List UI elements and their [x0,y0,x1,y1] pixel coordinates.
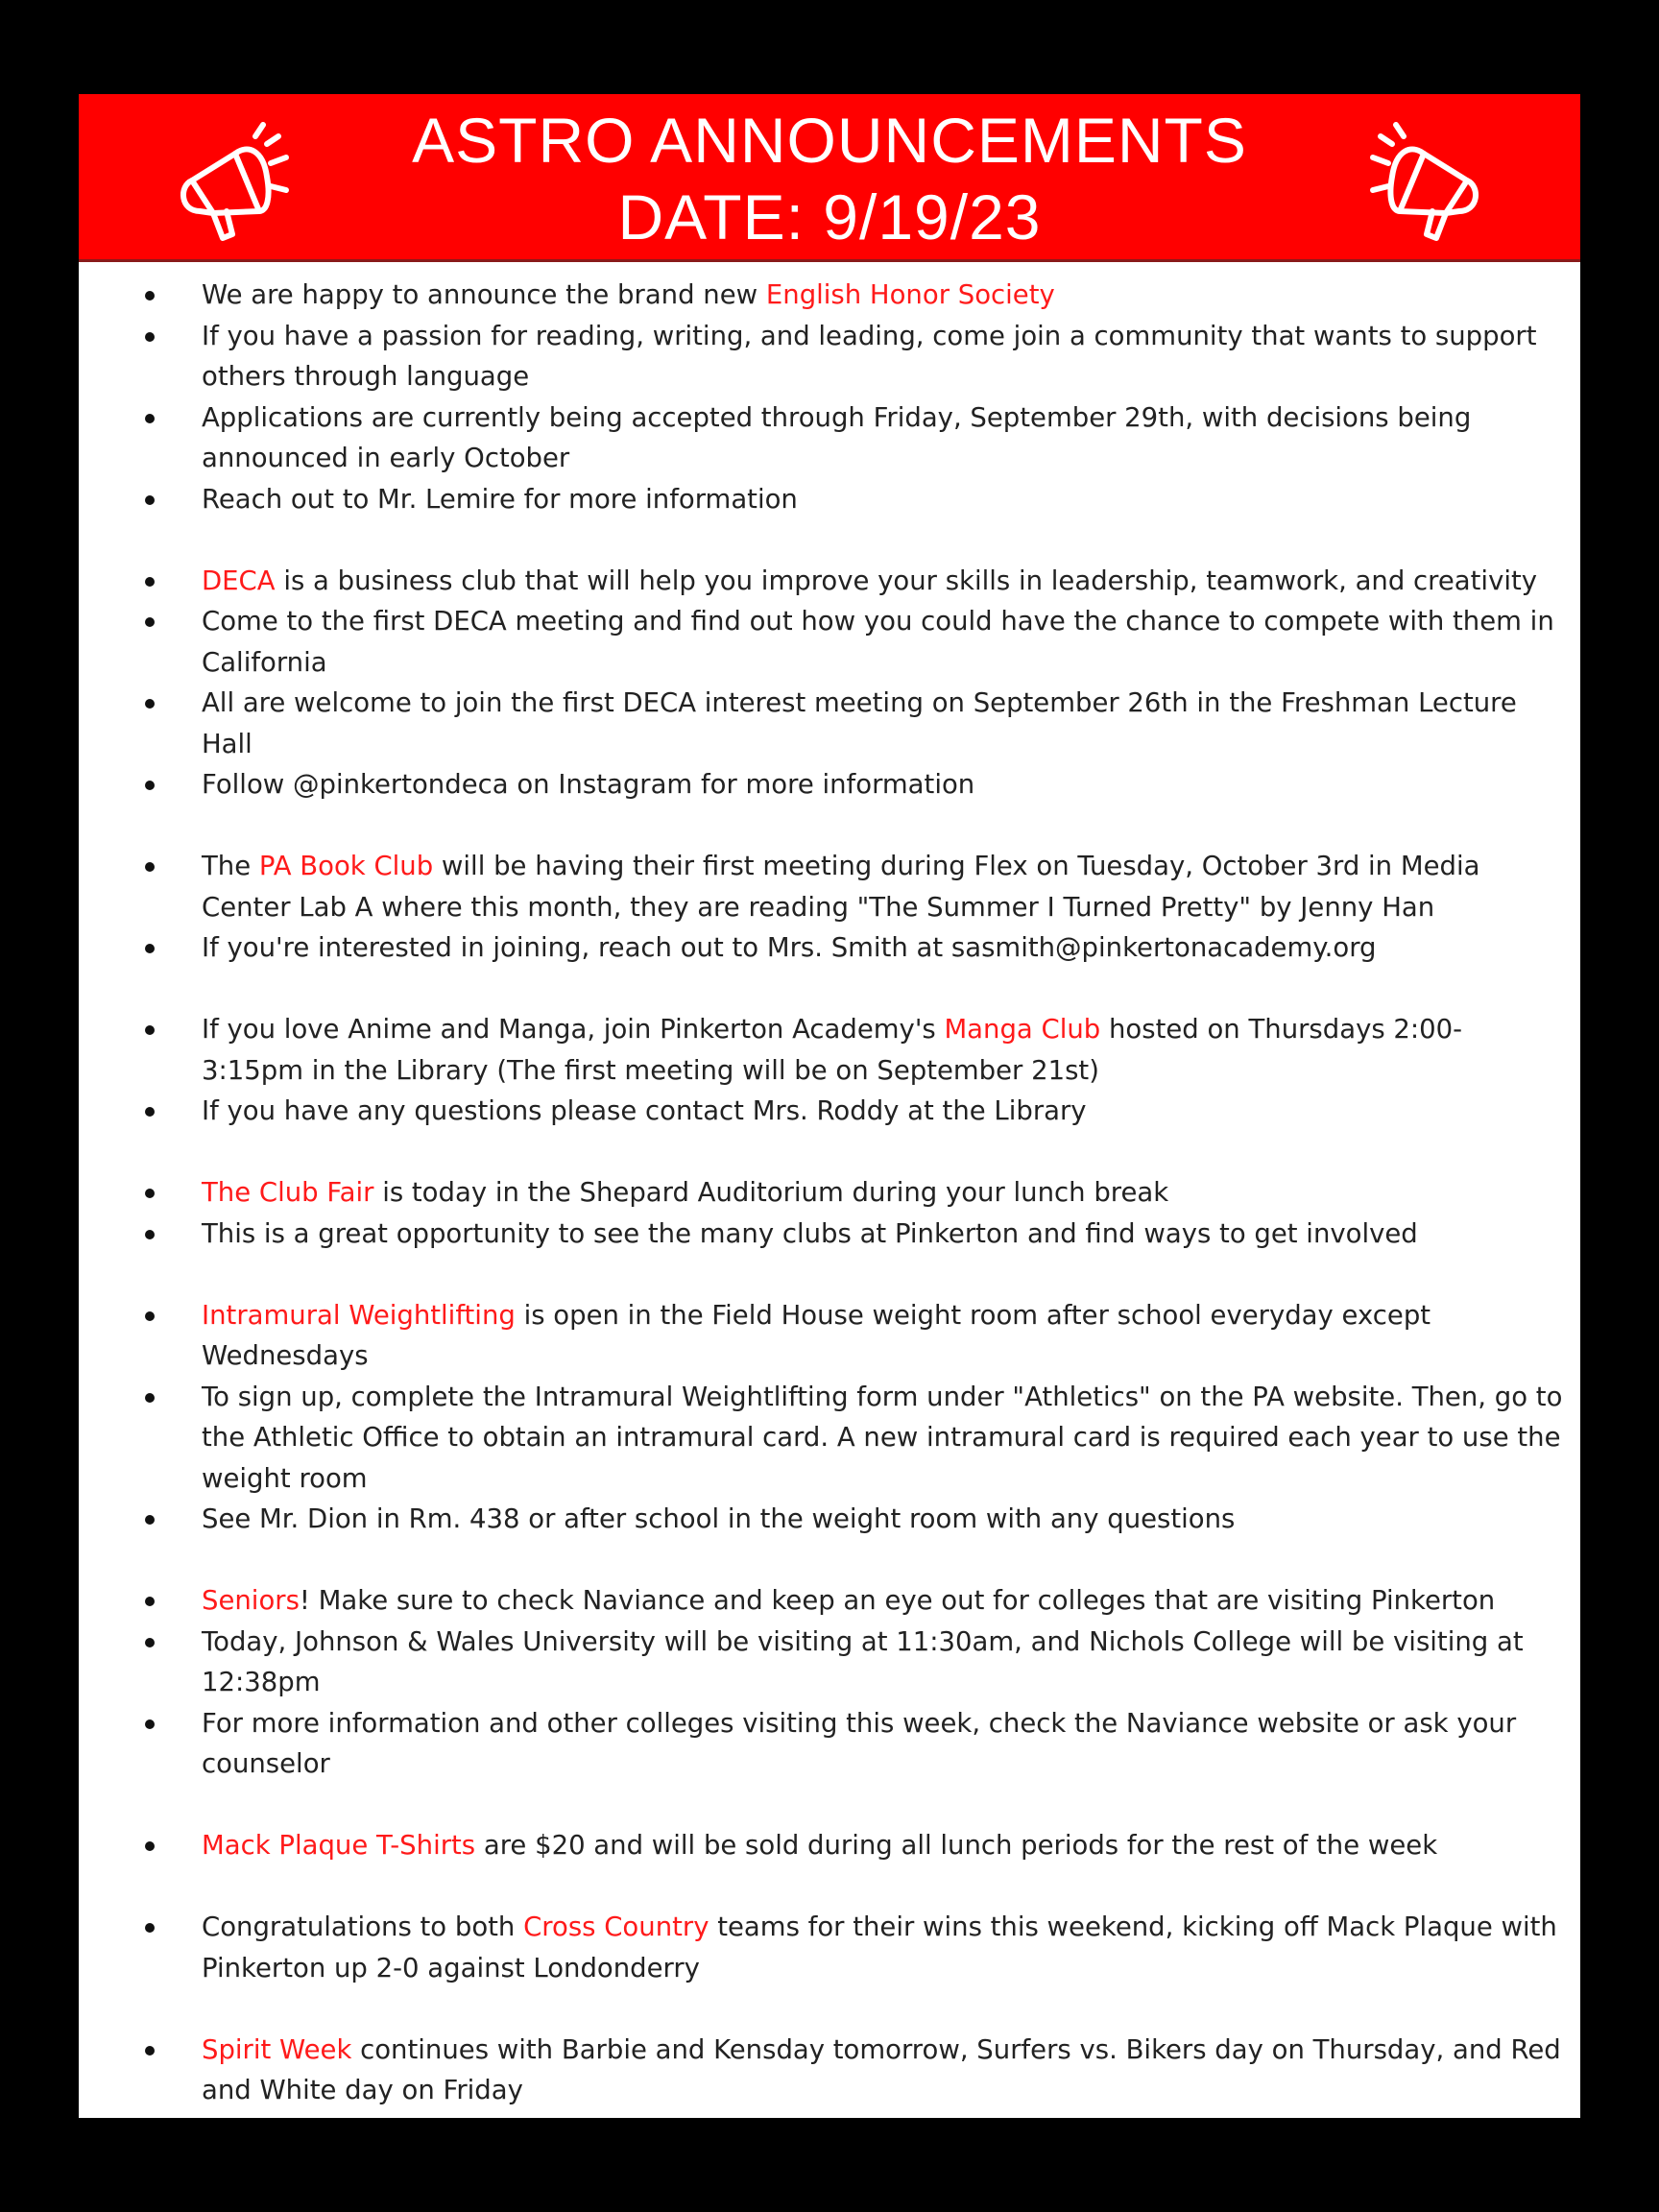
announcement-group [79,1580,1580,1785]
announcement-group [79,846,1580,969]
announcement-group [79,561,1580,805]
list-item: The PA Book Club will be having their first meeting during Flex on Tuesday, October 3rd in Media Center Lab A where this month, they are reading "The Summer I Turned Pretty" by Jenny Han [79,846,1580,927]
list-item: All are welcome to join the first DECA interest meeting on September 26th in the Freshman Lecture Hall [79,683,1580,764]
list-item: Follow @pinkertondeca on Instagram for more information [79,764,1580,805]
highlight-text: DECA [202,565,276,596]
list-item: The Club Fair is today in the Shepard Auditorium during your lunch break [79,1172,1580,1214]
announcement-group [79,2030,1580,2111]
list-item: See Mr. Dion in Rm. 438 or after school in the weight room with any questions [79,1499,1580,1540]
announcement-group [79,1907,1580,1988]
announcement-group [79,1825,1580,1866]
list-item: For more information and other colleges visiting this week, check the Naviance website or ask your counselor [79,1703,1580,1785]
title-line-1: ASTRO ANNOUNCEMENTS [412,105,1247,176]
highlight-text: Mack Plaque T-Shirts [202,1830,476,1861]
list-item: Seniors! Make sure to check Naviance and keep an eye out for colleges that are visiting Pinkerton [79,1580,1580,1622]
list-item: DECA is a business club that will help you improve your skills in leadership, teamwork, and creativity [79,561,1580,602]
list-item: Applications are currently being accepted through Friday, September 29th, with decisions being announced in early October [79,397,1580,479]
list-item: Come to the first DECA meeting and find out how you could have the chance to compete with them in California [79,601,1580,683]
announcement-list [79,275,1580,2118]
title-line-2: DATE: 9/19/23 [617,181,1042,252]
list-item: If you love Anime and Manga, join Pinkerton Academy's Manga Club hosted on Thursdays 2:00-3:15pm in the Library (The first meeting will be on September 21st) [79,1009,1580,1091]
announcement-sheet [79,94,1580,2118]
list-item: Today, Johnson & Wales University will be visiting at 11:30am, and Nichols College will be visiting at 12:38pm [79,1622,1580,1703]
list-item: Mack Plaque T-Shirts are $20 and will be sold during all lunch periods for the rest of the week [79,1825,1580,1866]
highlight-text: PA Book Club [258,851,434,881]
list-item: If you have a passion for reading, writing, and leading, come join a community that wants to support others through language [79,316,1580,397]
list-item: Congratulations to both Cross Country teams for their wins this weekend, kicking off Mack Plaque with Pinkerton up 2-0 against Londonderry [79,1907,1580,1988]
highlight-text: Cross Country [523,1911,709,1942]
list-item: Spirit Week continues with Barbie and Kensday tomorrow, Surfers vs. Bikers day on Thursday, and Red and White day on Friday [79,2030,1580,2111]
list-item: If you have any questions please contact Mrs. Roddy at the Library [79,1091,1580,1132]
list-item: We are happy to announce the brand new English Honor Society [79,275,1580,316]
list-item: If you're interested in joining, reach out to Mrs. Smith at sasmith@pinkertonacademy.org [79,927,1580,969]
highlight-text: Intramural Weightlifting [202,1299,516,1331]
highlight-text: Spirit Week [202,2033,352,2065]
highlight-text: Seniors [202,1585,300,1616]
announcement-group [79,1172,1580,1254]
list-item: Reach out to Mr. Lemire for more information [79,479,1580,520]
announcement-group [79,275,1580,519]
announcement-group [79,1295,1580,1540]
list-item: Intramural Weightlifting is open in the Field House weight room after school everyday except Wednesdays [79,1295,1580,1377]
megaphone-icon [1352,115,1496,250]
list-item: To sign up, complete the Intramural Weightlifting form under "Athletics" on the PA website. Then, go to the Athletic Office to obtain an intramural card. A new intramural card is required each year to use the weight room [79,1377,1580,1500]
highlight-text: English Honor Society [765,279,1055,310]
header-banner [79,94,1580,262]
highlight-text: The Club Fair [202,1177,374,1208]
announcement-group [79,1009,1580,1132]
highlight-text: Manga Club [944,1014,1101,1045]
list-item: This is a great opportunity to see the many clubs at Pinkerton and find ways to get involved [79,1214,1580,1255]
